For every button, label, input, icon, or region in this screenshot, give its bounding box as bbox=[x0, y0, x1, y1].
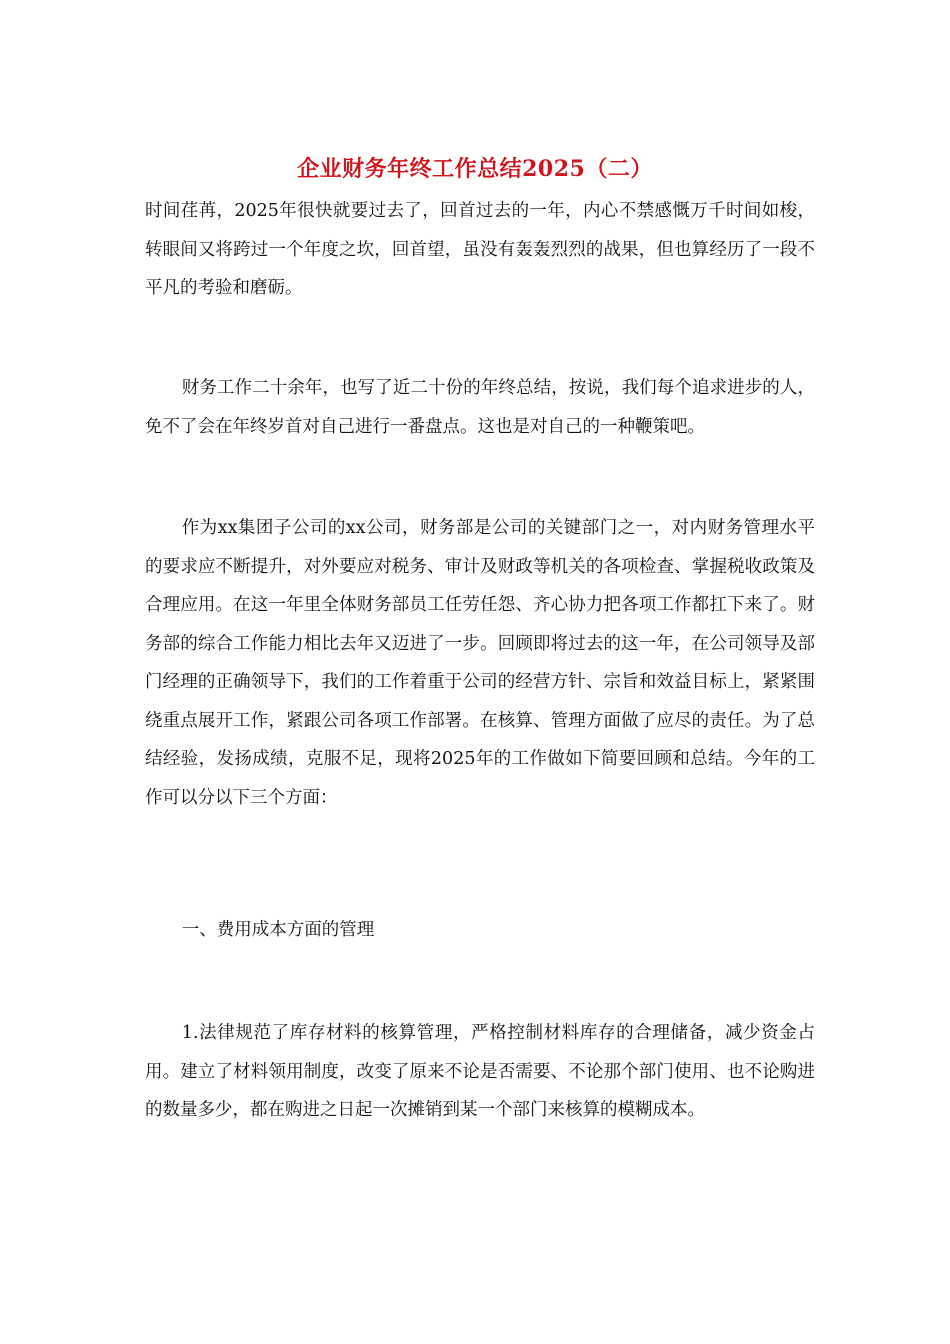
paragraph-department: 作为xx集团子公司的xx公司，财务部是公司的关键部门之一，对内财务管理水平的要求应不断提升，对外要应对税务、审计及财政等机关的各项检查、掌握税收政策及合理应用。在这一年里全体财务部员工任劳任怨、齐心协力把各项工作都扛下来了。财务部的综合工作能力相比去年又迈进了一步。回顾即将过去的这一年，在公司领导及部门经理的正确领导下，我们的工作着重于公司的经营方针、宗旨和效益目标上，紧紧围绕重点展开工作，紧跟公司各项工作部署。在核算、管理方面做了应尽的责任。为了总结经验，发扬成绩，克服不足，现将2025年的工作做如下简要回顾和总结。今年的工作可以分以下三个方面： bbox=[145, 518, 815, 808]
section-heading-cost-management: 一、费用成本方面的管理 bbox=[181, 920, 375, 940]
paragraph-experience: 财务工作二十余年，也写了近二十份的年终总结，按说，我们每个追求进步的人，免不了会在年终岁首对自己进行一番盘点。这也是对自己的一种鞭策吧。 bbox=[145, 378, 815, 437]
paragraph-intro: 时间荏苒，2025年很快就要过去了，回首过去的一年，内心不禁感慨万千时间如梭，转眼间又将跨过一个年度之坎，回首望，虽没有轰轰烈烈的战果，但也算经历了一段不平凡的考验和磨砺。 bbox=[145, 201, 815, 298]
document-title: 企业财务年终工作总结2025（二） bbox=[297, 156, 653, 182]
paragraph-item-1: 1.法律规范了库存材料的核算管理，严格控制材料库存的合理储备，减少资金占用。建立了材料领用制度，改变了原来不论是否需要、不论那个部门使用、也不论购进的数量多少，都在购进之日起一次摊销到某一个部门来核算的模糊成本。 bbox=[145, 1023, 815, 1120]
